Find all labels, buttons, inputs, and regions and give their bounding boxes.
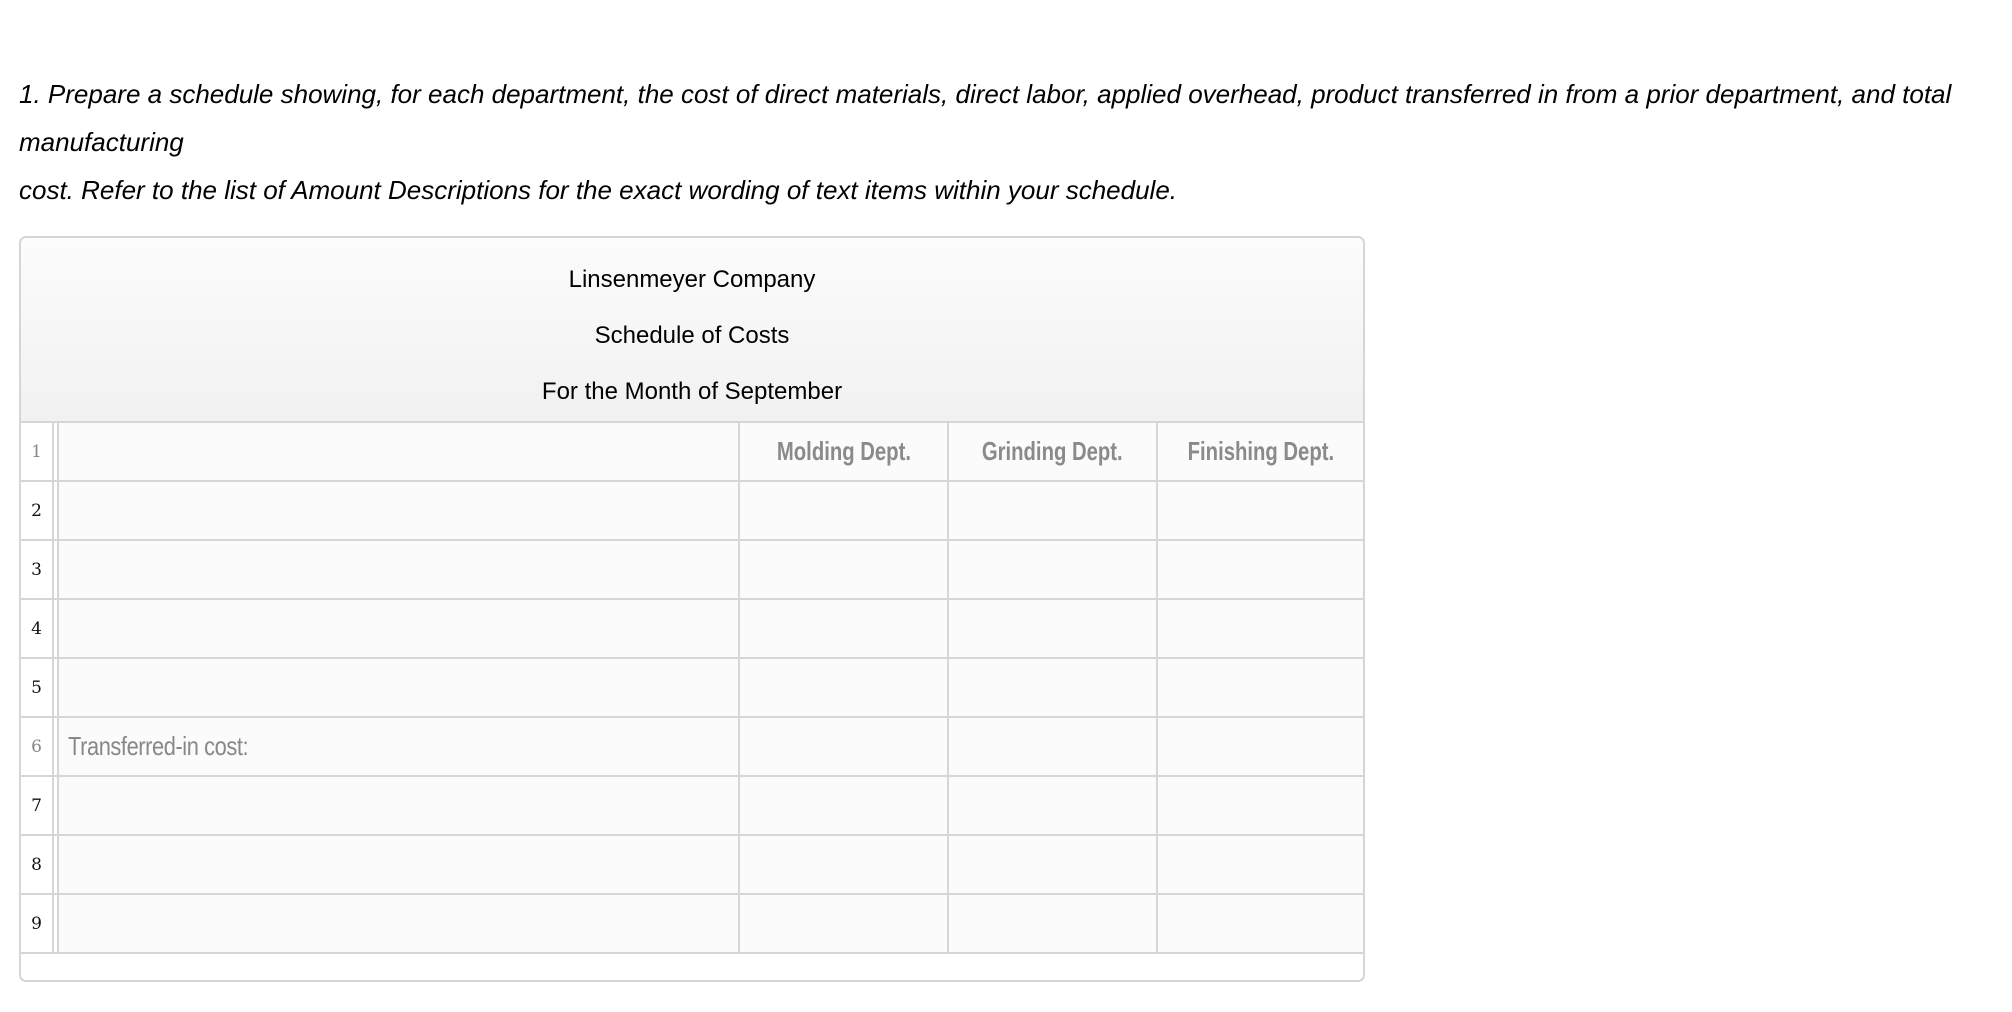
description-cell[interactable]: [59, 541, 740, 598]
row-number: 7: [21, 777, 54, 834]
schedule-header: [21, 238, 1363, 423]
table-row: [21, 423, 1363, 482]
grinding-amount-cell[interactable]: [949, 600, 1158, 657]
table-row: [21, 718, 1363, 777]
description-cell[interactable]: [59, 777, 740, 834]
schedule-worksheet: [19, 236, 1365, 982]
row-number: 5: [21, 659, 54, 716]
molding-amount-cell[interactable]: [740, 836, 949, 893]
description-cell[interactable]: [59, 836, 740, 893]
column-header-molding: Molding Dept.: [740, 423, 949, 480]
molding-amount-cell[interactable]: [740, 541, 949, 598]
grinding-amount-cell[interactable]: [949, 777, 1158, 834]
finishing-amount-cell[interactable]: [1158, 659, 1363, 716]
finishing-amount-cell[interactable]: [1158, 482, 1363, 539]
row-number: 6: [21, 718, 54, 775]
instructions-line-2: cost. Refer to the list of Amount Descriptions for the exact wording of text items within your schedule.: [19, 175, 1178, 205]
schedule-title: Schedule of Costs: [594, 322, 790, 349]
row-number: 1: [21, 423, 54, 480]
finishing-amount-cell[interactable]: [1158, 600, 1363, 657]
table-row: [21, 600, 1363, 659]
molding-amount-cell[interactable]: [740, 482, 949, 539]
description-cell[interactable]: [59, 482, 740, 539]
grinding-amount-cell[interactable]: [949, 482, 1158, 539]
description-cell[interactable]: [59, 659, 740, 716]
molding-amount-cell[interactable]: [740, 777, 949, 834]
table-row: [21, 659, 1363, 718]
transferred-in-cost-label: Transferred-in cost:: [59, 718, 740, 775]
table-row: [21, 482, 1363, 541]
grinding-amount-cell[interactable]: [949, 659, 1158, 716]
column-header-grinding: Grinding Dept.: [949, 423, 1158, 480]
company-name: Linsenmeyer Company: [568, 266, 816, 293]
grinding-amount-cell[interactable]: [949, 895, 1158, 952]
table-row: [21, 541, 1363, 600]
molding-amount-cell[interactable]: [740, 895, 949, 952]
finishing-amount-cell[interactable]: [1158, 541, 1363, 598]
grinding-amount-cell[interactable]: [949, 718, 1158, 775]
instructions-line-1: 1. Prepare a schedule showing, for each department, the cost of direct materials, direct labor, applied overhead, product transferred in from a prior department, and total manufacturing: [19, 79, 1952, 157]
column-header-finishing: Finishing Dept.: [1158, 423, 1363, 480]
description-cell[interactable]: [59, 423, 740, 480]
schedule-period: For the Month of September: [541, 378, 843, 405]
molding-amount-cell[interactable]: [740, 659, 949, 716]
row-number: 3: [21, 541, 54, 598]
grinding-amount-cell[interactable]: [949, 836, 1158, 893]
row-number: 8: [21, 836, 54, 893]
row-number: 9: [21, 895, 54, 952]
table-row: [21, 777, 1363, 836]
molding-amount-cell[interactable]: [740, 718, 949, 775]
row-number: 4: [21, 600, 54, 657]
table-row: [21, 836, 1363, 895]
finishing-amount-cell[interactable]: [1158, 777, 1363, 834]
row-number: 2: [21, 482, 54, 539]
finishing-amount-cell[interactable]: [1158, 895, 1363, 952]
instructions-text: [19, 70, 2009, 214]
finishing-amount-cell[interactable]: [1158, 836, 1363, 893]
molding-amount-cell[interactable]: [740, 600, 949, 657]
description-cell[interactable]: [59, 600, 740, 657]
finishing-amount-cell[interactable]: [1158, 718, 1363, 775]
description-cell[interactable]: [59, 895, 740, 952]
table-row: [21, 895, 1363, 954]
grinding-amount-cell[interactable]: [949, 541, 1158, 598]
